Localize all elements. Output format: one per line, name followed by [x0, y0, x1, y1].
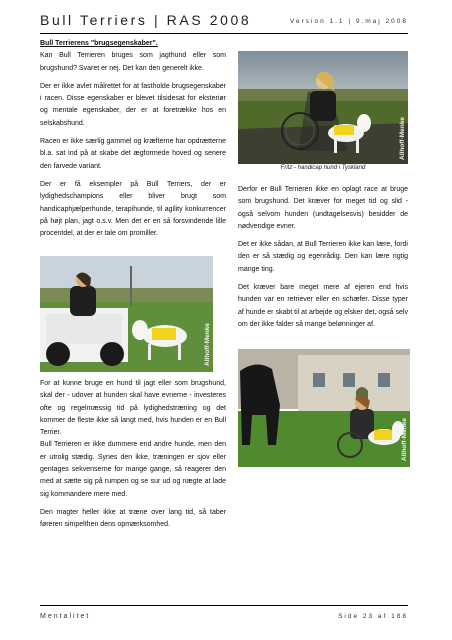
paragraph: Det er ikke sådan, at Bull Terrieren ikke kan lære, fordi den er så stædig og egenrådig. Den kan lære rigtig mange ting. — [238, 241, 408, 273]
footer-rule — [40, 605, 408, 606]
header-rule — [40, 33, 408, 34]
paragraph: Kan Bull Terrieren bruges som jagthund eller som brugshund? Svaret er nej. Det kan den generelt ikke. — [40, 52, 226, 72]
header-title: Bull Terriers | RAS 2008 — [40, 12, 252, 28]
footer-section: Mentalitet — [40, 613, 91, 620]
paragraph: Den magter heller ikke at træne over lang tid, så taber føreren simpelthen dens opmærksomhed. — [40, 508, 226, 529]
left-column-top — [40, 38, 226, 246]
paragraph: Bull Terrieren er ikke dummere end andre hunde, men den er utrolig stædig. Synes den ikke, træningen er sjov eller gentages sekvenserne for mange gange, så reagerer den med at sætte sig på rumpen og se sur ud og nægte at lade sig kommandere mere med. — [40, 441, 226, 498]
paragraph: Det kræver bare meget mere af ejeren end hvis hunden var en retriever eller en schæfer. Disse typer af hunde er skabt til at arbejde og elsker det, også selv om der ikke falder så mange belønninger af. — [238, 284, 408, 328]
photo-wheelchair-dog — [238, 51, 408, 164]
photo-horse-wheelchair-dog — [238, 349, 410, 467]
paragraph: Der er få eksempler på Bull Terriers, der er lydighedschampions eller bliver brugt som handicaphjælperhunde, terapihunde, til agility konkurrencer på højt plan, jagt o.s.v. Men det er en så forsvindende lille procentdel, at der er tale om promiller. — [40, 180, 226, 238]
paragraph: Racen er ikke særlig gammel og kræfterne har opdrætterne bl.a. sat ind på at skabe det ægformede hoved og senere den farvede variant. — [40, 138, 226, 170]
left-column-bottom — [40, 378, 226, 538]
photo-credit: Allhoff-Menke — [204, 323, 211, 366]
photo-caption: Fritz - handicap hund i Tyskland — [280, 165, 366, 171]
right-column — [238, 184, 408, 337]
paragraph: Der er ikke avlet målrettet for at fastholde brugsegenskaber i racen. Disse egenskaber er blevet tilsidesat for eksteriør og mentale egenskaber, der er at foretrække hos en selskabshund. — [40, 82, 226, 127]
photo-credit: Allhoff-Menke — [399, 117, 406, 160]
paragraph: For at kunne bruge en hund til jagt eller som brugshund, skal der - udover at hunden skal have evnerne - investeres ofte og regelmæssig tid på lydighedstræning og det kommer de fleste ikke så langt med, hvis hunden er en Bull Terrier. — [40, 380, 226, 437]
section-heading: Bull Terrierens "brugsegenskaber". — [40, 40, 158, 47]
photo-quad-dog — [40, 256, 213, 372]
paragraph: Derfor er Bull Terrieren ikke en oplagt race at bruge som brugshund. Det kræver for meget tid og slid - også selvom hunden (undtagelsesvis) besidder de nødvendige evner. — [238, 186, 408, 230]
photo-credit: Allhoff-Menke — [401, 418, 408, 461]
footer-page-number: Side 23 af 188 — [338, 613, 408, 620]
header-version: Version 1.1 | 9.maj 2008 — [290, 18, 408, 25]
